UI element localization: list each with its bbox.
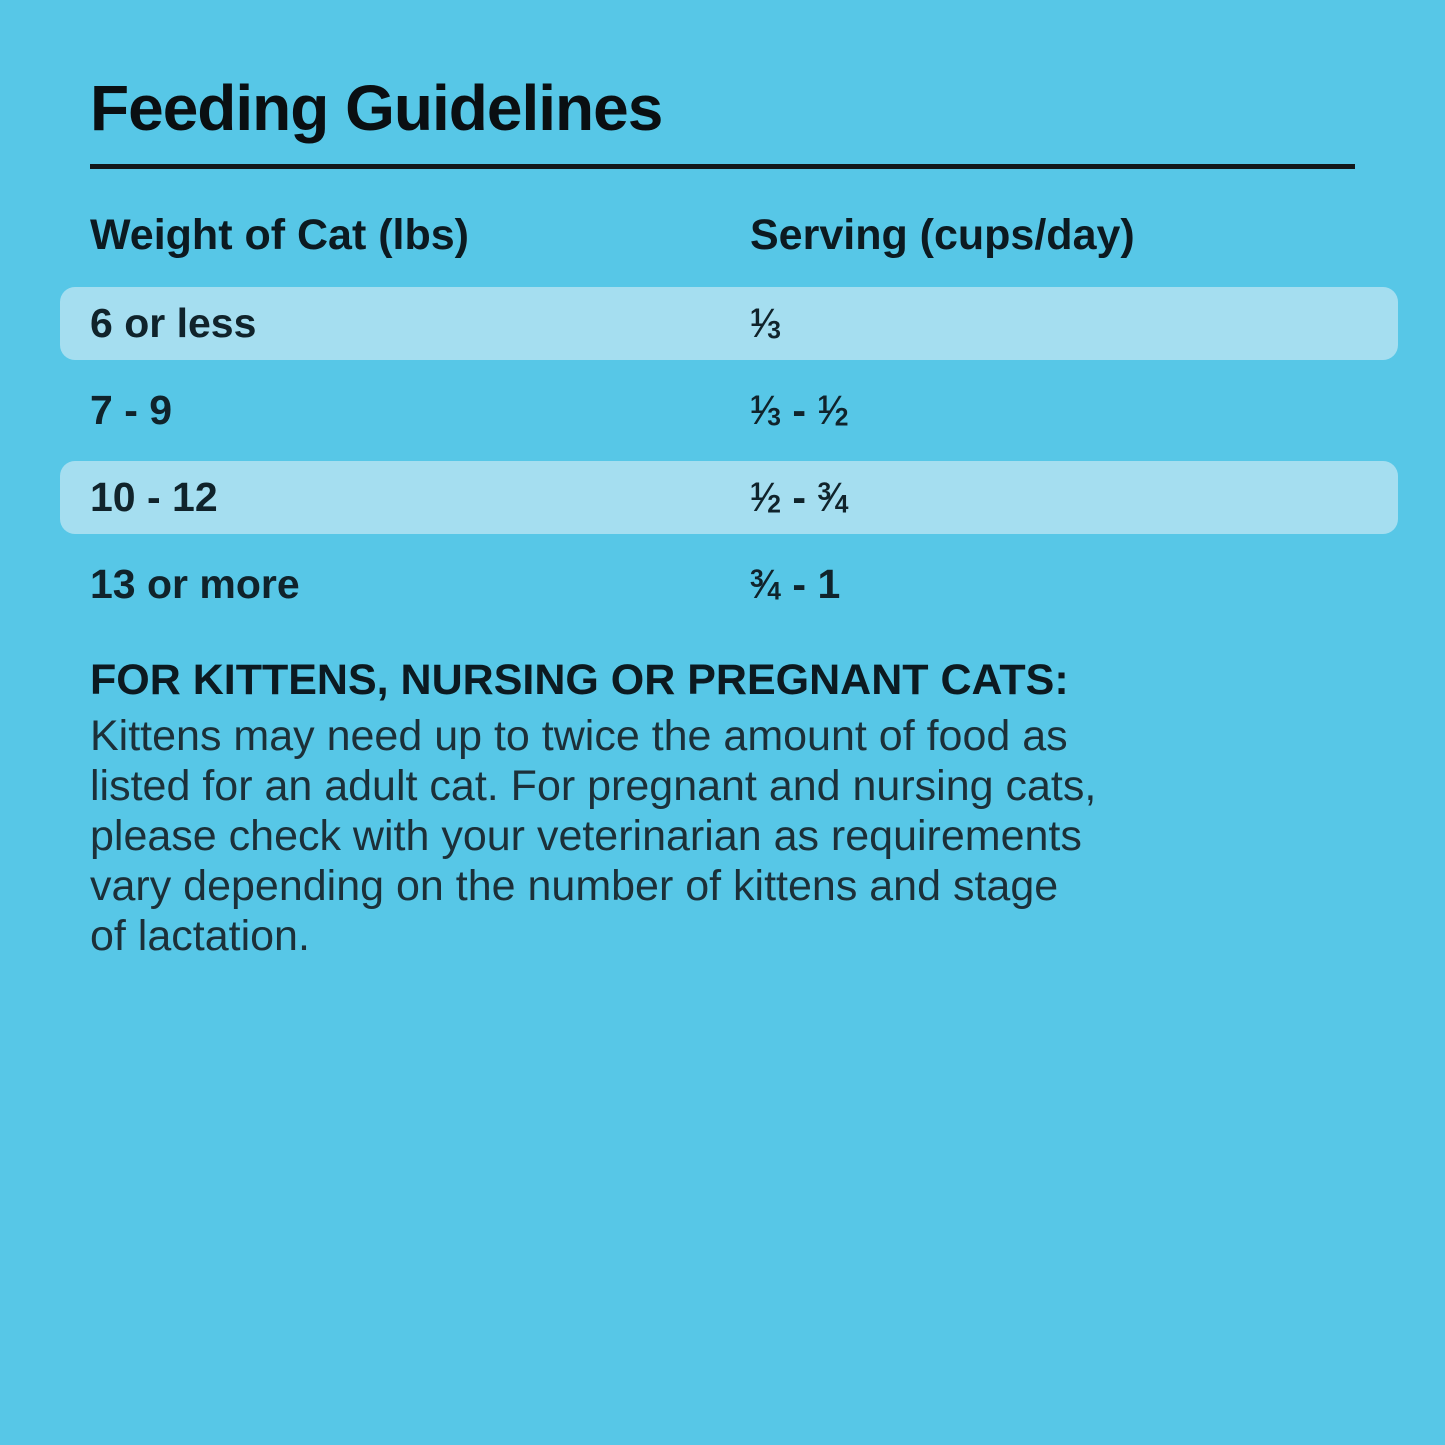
page-title: Feeding Guidelines xyxy=(90,72,663,144)
note-heading: FOR KITTENS, NURSING OR PREGNANT CATS: xyxy=(90,656,1069,704)
weight-cell: 10 - 12 xyxy=(90,474,218,520)
serving-text: - xyxy=(792,561,807,607)
serving-text: - xyxy=(792,387,807,433)
serving-text: 1 xyxy=(817,561,841,607)
weight-column-header: Weight of Cat (lbs) xyxy=(90,211,470,259)
weight-cell: 13 or more xyxy=(90,561,300,607)
table-row xyxy=(60,287,1398,360)
weight-cell: 6 or less xyxy=(90,300,257,346)
table-row xyxy=(90,548,1355,621)
title-underline xyxy=(90,164,1355,169)
table-row xyxy=(60,461,1398,534)
fraction: $^3$⁄4 xyxy=(817,474,849,520)
weight-cell: 7 - 9 xyxy=(90,387,173,433)
fraction: $^1$⁄3 xyxy=(750,387,781,433)
fraction: $^1$⁄3 xyxy=(750,300,781,346)
fraction: $^3$⁄4 xyxy=(750,561,781,607)
fraction: $^1$⁄2 xyxy=(750,474,781,520)
serving-column-header: Serving (cups/day) xyxy=(750,211,1135,259)
table-header-row xyxy=(90,209,1355,261)
serving-cell xyxy=(750,561,1355,608)
serving-cell xyxy=(750,300,1398,347)
table-body xyxy=(90,287,1355,621)
kitten-note xyxy=(90,655,1355,961)
note-body: Kittens may need up to twice the amount of food as listed for an adult cat. For pregnant and nursing cats, please check with your veterinarian as requirements vary depending on the number of kittens and stage of lactation. xyxy=(90,712,1097,960)
fraction: $^1$⁄2 xyxy=(817,387,849,433)
serving-cell xyxy=(750,387,1355,434)
serving-text: - xyxy=(792,474,807,520)
table-row xyxy=(90,374,1355,447)
serving-cell xyxy=(750,474,1398,521)
